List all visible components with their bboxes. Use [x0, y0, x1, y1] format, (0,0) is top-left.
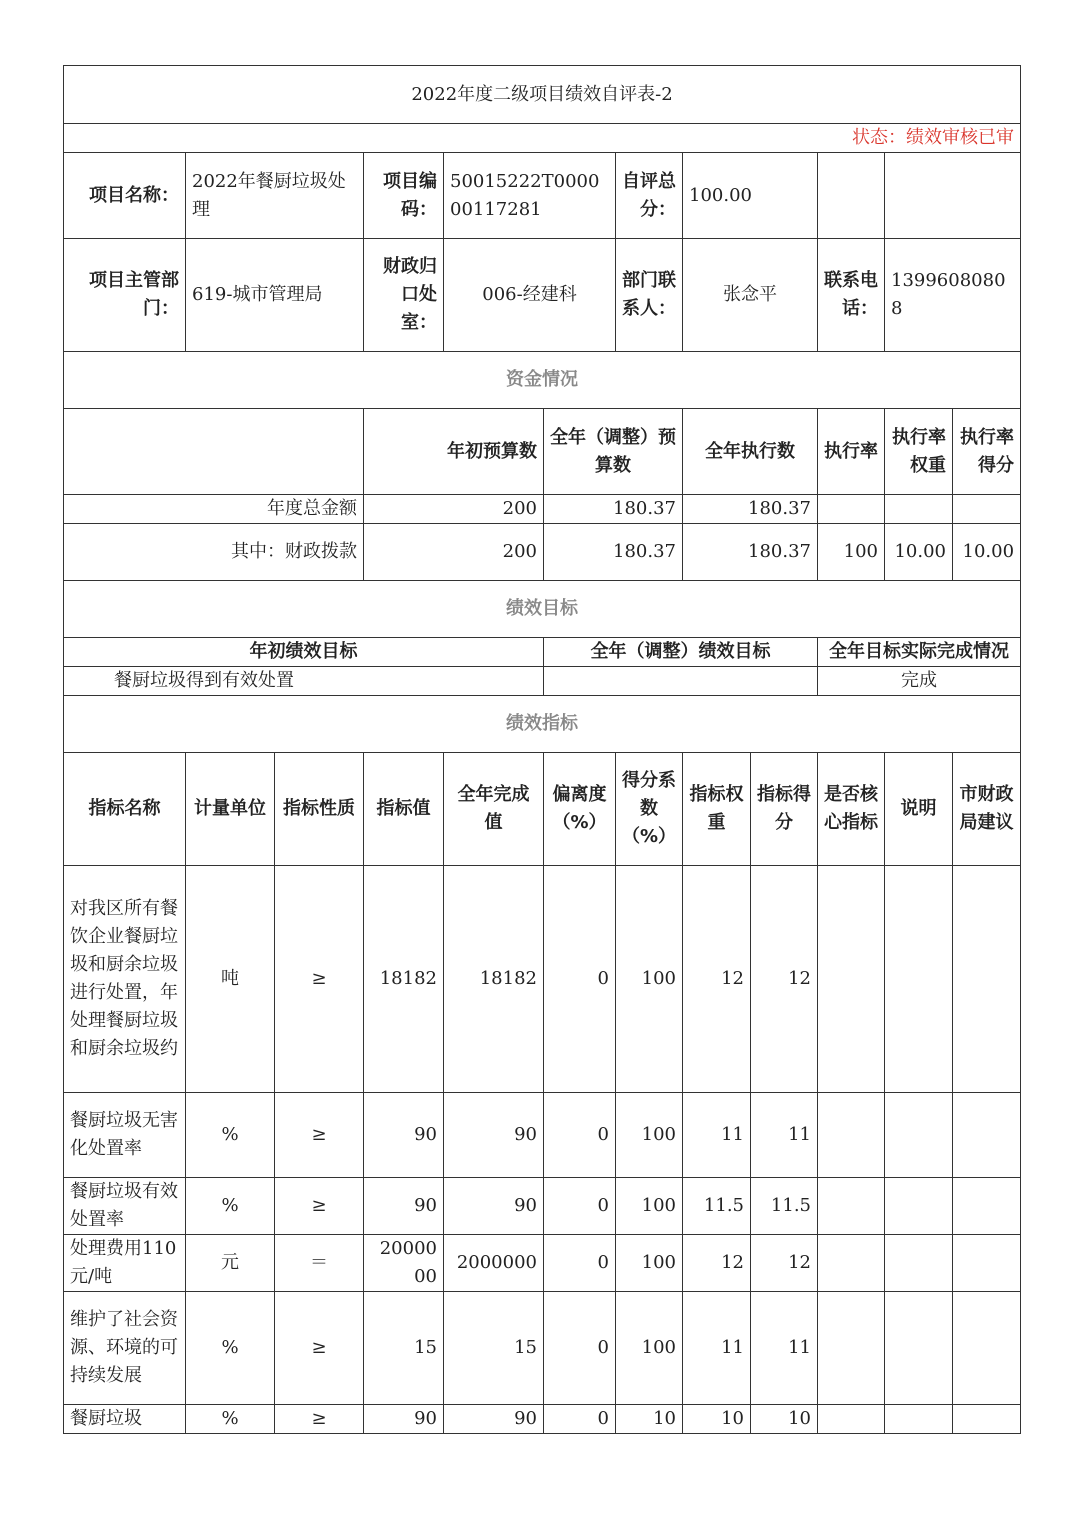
- funds-header-score: 执行率得分: [953, 409, 1021, 495]
- self-score-label: 自评总分：: [616, 153, 683, 239]
- ind-actual: 90: [444, 1178, 544, 1235]
- funds-score: [953, 495, 1021, 524]
- ind-note: [885, 866, 953, 1093]
- ind-coef: 100: [616, 1235, 683, 1292]
- ind-header-score: 指标得分: [751, 753, 818, 866]
- funds-executed: 180.37: [683, 495, 818, 524]
- table-row: [64, 1178, 1021, 1235]
- ind-actual: 90: [444, 1093, 544, 1178]
- dept-value: 619-城市管理局: [186, 239, 364, 352]
- table-row: [64, 495, 1021, 524]
- ind-coef: 100: [616, 1093, 683, 1178]
- ind-advice: [953, 1178, 1021, 1235]
- ind-header-name: 指标名称: [64, 753, 186, 866]
- ind-unit: 吨: [186, 866, 275, 1093]
- goal-initial: 餐厨垃圾得到有效处置: [64, 667, 544, 696]
- contact-value: 张念平: [683, 239, 818, 352]
- ind-header-note: 说明: [885, 753, 953, 866]
- ind-coef: 100: [616, 1178, 683, 1235]
- ind-note: [885, 1235, 953, 1292]
- ind-coef: 10: [616, 1405, 683, 1434]
- ind-weight: 11: [683, 1093, 751, 1178]
- ind-nature: ≥: [275, 1093, 364, 1178]
- ind-score: 11: [751, 1292, 818, 1405]
- ind-name: 处理费用110元/吨: [64, 1235, 186, 1292]
- ind-name: 对我区所有餐饮企业餐厨垃圾和厨余垃圾进行处置，年处理餐厨垃圾和厨余垃圾约: [64, 866, 186, 1093]
- ind-actual: 2000000: [444, 1235, 544, 1292]
- ind-score: 11: [751, 1093, 818, 1178]
- empty-cell: [818, 153, 885, 239]
- indicators-section-title: 绩效指标: [64, 696, 1021, 753]
- funds-row-label: 年度总金额: [64, 495, 364, 524]
- ind-note: [885, 1093, 953, 1178]
- table-row: [64, 866, 1021, 1093]
- ind-advice: [953, 1093, 1021, 1178]
- ind-nature: ≥: [275, 866, 364, 1093]
- ind-deviation: 0: [544, 866, 616, 1093]
- ind-weight: 11: [683, 1292, 751, 1405]
- ind-deviation: 0: [544, 1405, 616, 1434]
- empty-cell: [885, 153, 1021, 239]
- funds-header-weight: 执行率权重: [885, 409, 953, 495]
- ind-note: [885, 1178, 953, 1235]
- page-title: 2022年度二级项目绩效自评表-2: [64, 66, 1021, 124]
- ind-name: 维护了社会资源、环境的可持续发展: [64, 1292, 186, 1405]
- ind-nature: ≥: [275, 1178, 364, 1235]
- goals-header-actual: 全年目标实际完成情况: [818, 638, 1021, 667]
- ind-name: 餐厨垃圾: [64, 1405, 186, 1434]
- ind-core: [818, 866, 885, 1093]
- funds-header-rate: 执行率: [818, 409, 885, 495]
- ind-header-advice: 市财政局建议: [953, 753, 1021, 866]
- table-row: [64, 1093, 1021, 1178]
- project-name-label: 项目名称：: [64, 153, 186, 239]
- ind-deviation: 0: [544, 1178, 616, 1235]
- ind-core: [818, 1405, 885, 1434]
- ind-header-core: 是否核心指标: [818, 753, 885, 866]
- funds-rate: [818, 495, 885, 524]
- table-row: [64, 1292, 1021, 1405]
- ind-target: 2000000: [364, 1235, 444, 1292]
- ind-unit: %: [186, 1093, 275, 1178]
- empty-cell: [64, 409, 364, 495]
- ind-advice: [953, 1292, 1021, 1405]
- ind-header-actual: 全年完成值: [444, 753, 544, 866]
- project-code-label: 项目编码：: [364, 153, 444, 239]
- self-score-value: 100.00: [683, 153, 818, 239]
- ind-core: [818, 1292, 885, 1405]
- funds-score: 10.00: [953, 524, 1021, 581]
- ind-coef: 100: [616, 1292, 683, 1405]
- ind-deviation: 0: [544, 1235, 616, 1292]
- goals-section-title: 绩效目标: [64, 581, 1021, 638]
- ind-deviation: 0: [544, 1292, 616, 1405]
- ind-header-coef: 得分系数（%）: [616, 753, 683, 866]
- ind-nature: ≥: [275, 1292, 364, 1405]
- ind-deviation: 0: [544, 1093, 616, 1178]
- dept-label: 项目主管部门：: [64, 239, 186, 352]
- funds-adjusted: 180.37: [544, 495, 683, 524]
- performance-table: [63, 65, 1021, 1434]
- ind-advice: [953, 1405, 1021, 1434]
- ind-unit: %: [186, 1178, 275, 1235]
- ind-core: [818, 1235, 885, 1292]
- funds-header-budget: 年初预算数: [364, 409, 544, 495]
- funds-budget: 200: [364, 495, 544, 524]
- funds-weight: [885, 495, 953, 524]
- phone-label: 联系电话：: [818, 239, 885, 352]
- project-code-value: 50015222T000000117281: [444, 153, 616, 239]
- office-label: 财政归口处室：: [364, 239, 444, 352]
- phone-value: 13996080808: [885, 239, 1021, 352]
- project-name-value: 2022年餐厨垃圾处理: [186, 153, 364, 239]
- funds-adjusted: 180.37: [544, 524, 683, 581]
- ind-target: 90: [364, 1405, 444, 1434]
- ind-score: 10: [751, 1405, 818, 1434]
- ind-note: [885, 1405, 953, 1434]
- ind-header-target: 指标值: [364, 753, 444, 866]
- funds-header-adjusted: 全年（调整）预算数: [544, 409, 683, 495]
- table-row: [64, 667, 1021, 696]
- ind-score: 11.5: [751, 1178, 818, 1235]
- ind-advice: [953, 866, 1021, 1093]
- funds-rate: 100: [818, 524, 885, 581]
- ind-name: 餐厨垃圾无害化处置率: [64, 1093, 186, 1178]
- funds-budget: 200: [364, 524, 544, 581]
- ind-actual: 15: [444, 1292, 544, 1405]
- funds-section-title: 资金情况: [64, 352, 1021, 409]
- ind-core: [818, 1093, 885, 1178]
- goal-adjusted: [544, 667, 818, 696]
- status-badge: 状态：绩效审核已审: [64, 124, 1021, 153]
- ind-score: 12: [751, 866, 818, 1093]
- funds-header-executed: 全年执行数: [683, 409, 818, 495]
- ind-unit: %: [186, 1292, 275, 1405]
- funds-weight: 10.00: [885, 524, 953, 581]
- table-row: [64, 1405, 1021, 1434]
- ind-weight: 10: [683, 1405, 751, 1434]
- ind-unit: %: [186, 1405, 275, 1434]
- table-row: [64, 1235, 1021, 1292]
- ind-unit: 元: [186, 1235, 275, 1292]
- ind-target: 15: [364, 1292, 444, 1405]
- funds-row-label: 其中：财政拨款: [64, 524, 364, 581]
- ind-advice: [953, 1235, 1021, 1292]
- goals-header-adjusted: 全年（调整）绩效目标: [544, 638, 818, 667]
- goals-header-initial: 年初绩效目标: [64, 638, 544, 667]
- ind-header-nature: 指标性质: [275, 753, 364, 866]
- ind-note: [885, 1292, 953, 1405]
- ind-nature: ≥: [275, 1405, 364, 1434]
- ind-header-unit: 计量单位: [186, 753, 275, 866]
- ind-core: [818, 1178, 885, 1235]
- ind-weight: 12: [683, 1235, 751, 1292]
- office-value: 006-经建科: [444, 239, 616, 352]
- ind-actual: 18182: [444, 866, 544, 1093]
- ind-header-deviation: 偏离度（%）: [544, 753, 616, 866]
- ind-score: 12: [751, 1235, 818, 1292]
- ind-weight: 11.5: [683, 1178, 751, 1235]
- funds-executed: 180.37: [683, 524, 818, 581]
- ind-header-weight: 指标权重: [683, 753, 751, 866]
- ind-target: 90: [364, 1178, 444, 1235]
- ind-target: 90: [364, 1093, 444, 1178]
- goal-actual: 完成: [818, 667, 1021, 696]
- table-row: [64, 524, 1021, 581]
- ind-coef: 100: [616, 866, 683, 1093]
- ind-target: 18182: [364, 866, 444, 1093]
- ind-weight: 12: [683, 866, 751, 1093]
- ind-name: 餐厨垃圾有效处置率: [64, 1178, 186, 1235]
- ind-nature: ＝: [275, 1235, 364, 1292]
- ind-actual: 90: [444, 1405, 544, 1434]
- contact-label: 部门联系人：: [616, 239, 683, 352]
